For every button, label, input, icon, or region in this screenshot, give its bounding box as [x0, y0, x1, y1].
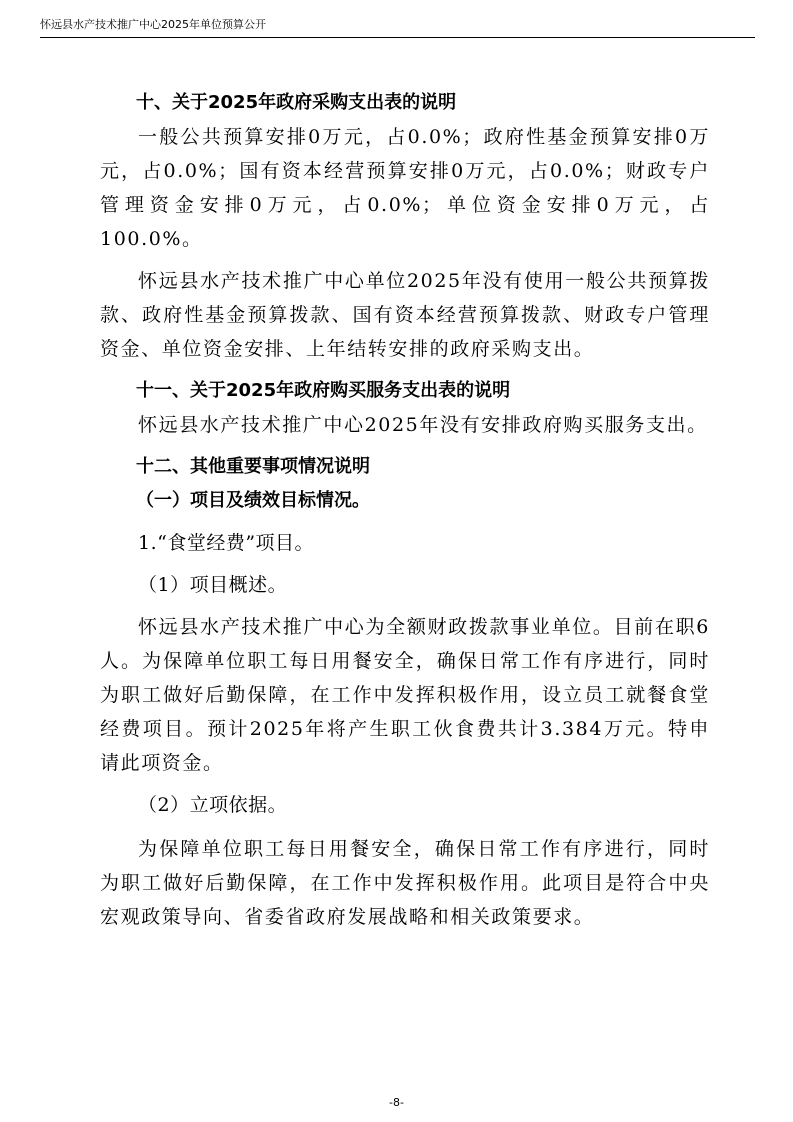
paragraph-project-basis: 为保障单位职工每日用餐安全，确保日常工作有序进行，同时为职工做好后勤保障，在工作中发挥积极作用。此项目是符合中央宏观政策导向、省委省政府发展战略和相关政策要求。	[100, 838, 710, 928]
section-heading-10: 十、关于2025年政府采购支出表的说明	[136, 92, 457, 113]
document-body	[100, 86, 710, 934]
subsection-heading-1: （一）项目及绩效目标情况。	[136, 490, 370, 511]
item-title-canteen: 1.“食堂经费”项目。	[138, 532, 315, 554]
header-divider	[40, 37, 755, 38]
section-heading-11: 十一、关于2025年政府购买服务支出表的说明	[136, 380, 511, 401]
paragraph-project-overview: 怀远县水产技术推广中心为全额财政拨款事业单位。目前在职6人。为保障单位职工每日用餐安全，确保日常工作有序进行，同时为职工做好后勤保障，在工作中发挥积极作用，设立员工就餐食堂经费项目。预计2025年将产生职工伙食费共计3.384万元。特申请此项资金。	[100, 616, 710, 774]
item-subheading-basis: （2）立项依据。	[138, 794, 288, 816]
item-subheading-overview: （1）项目概述。	[138, 574, 288, 596]
page-header: 怀远县水产技术推广中心2025年单位预算公开	[40, 18, 266, 31]
paragraph-procurement-note: 怀远县水产技术推广中心单位2025年没有使用一般公共预算拨款、政府性基金预算拨款、国有资本经营预算拨款、财政专户管理资金、单位资金安排、上年结转安排的政府采购支出。	[100, 270, 710, 360]
paragraph-budget-sources: 一般公共预算安排0万元，占0.0%；政府性基金预算安排0万元，占0.0%；国有资本经营预算安排0万元，占0.0%；财政专户管理资金安排0万元，占0.0%；单位资金安排0万元，占100.0%。	[100, 126, 710, 250]
paragraph-service-purchase-note: 怀远县水产技术推广中心2025年没有安排政府购买服务支出。	[138, 414, 708, 436]
page-number: -8-	[389, 1096, 404, 1109]
section-heading-12: 十二、其他重要事项情况说明	[136, 456, 370, 477]
